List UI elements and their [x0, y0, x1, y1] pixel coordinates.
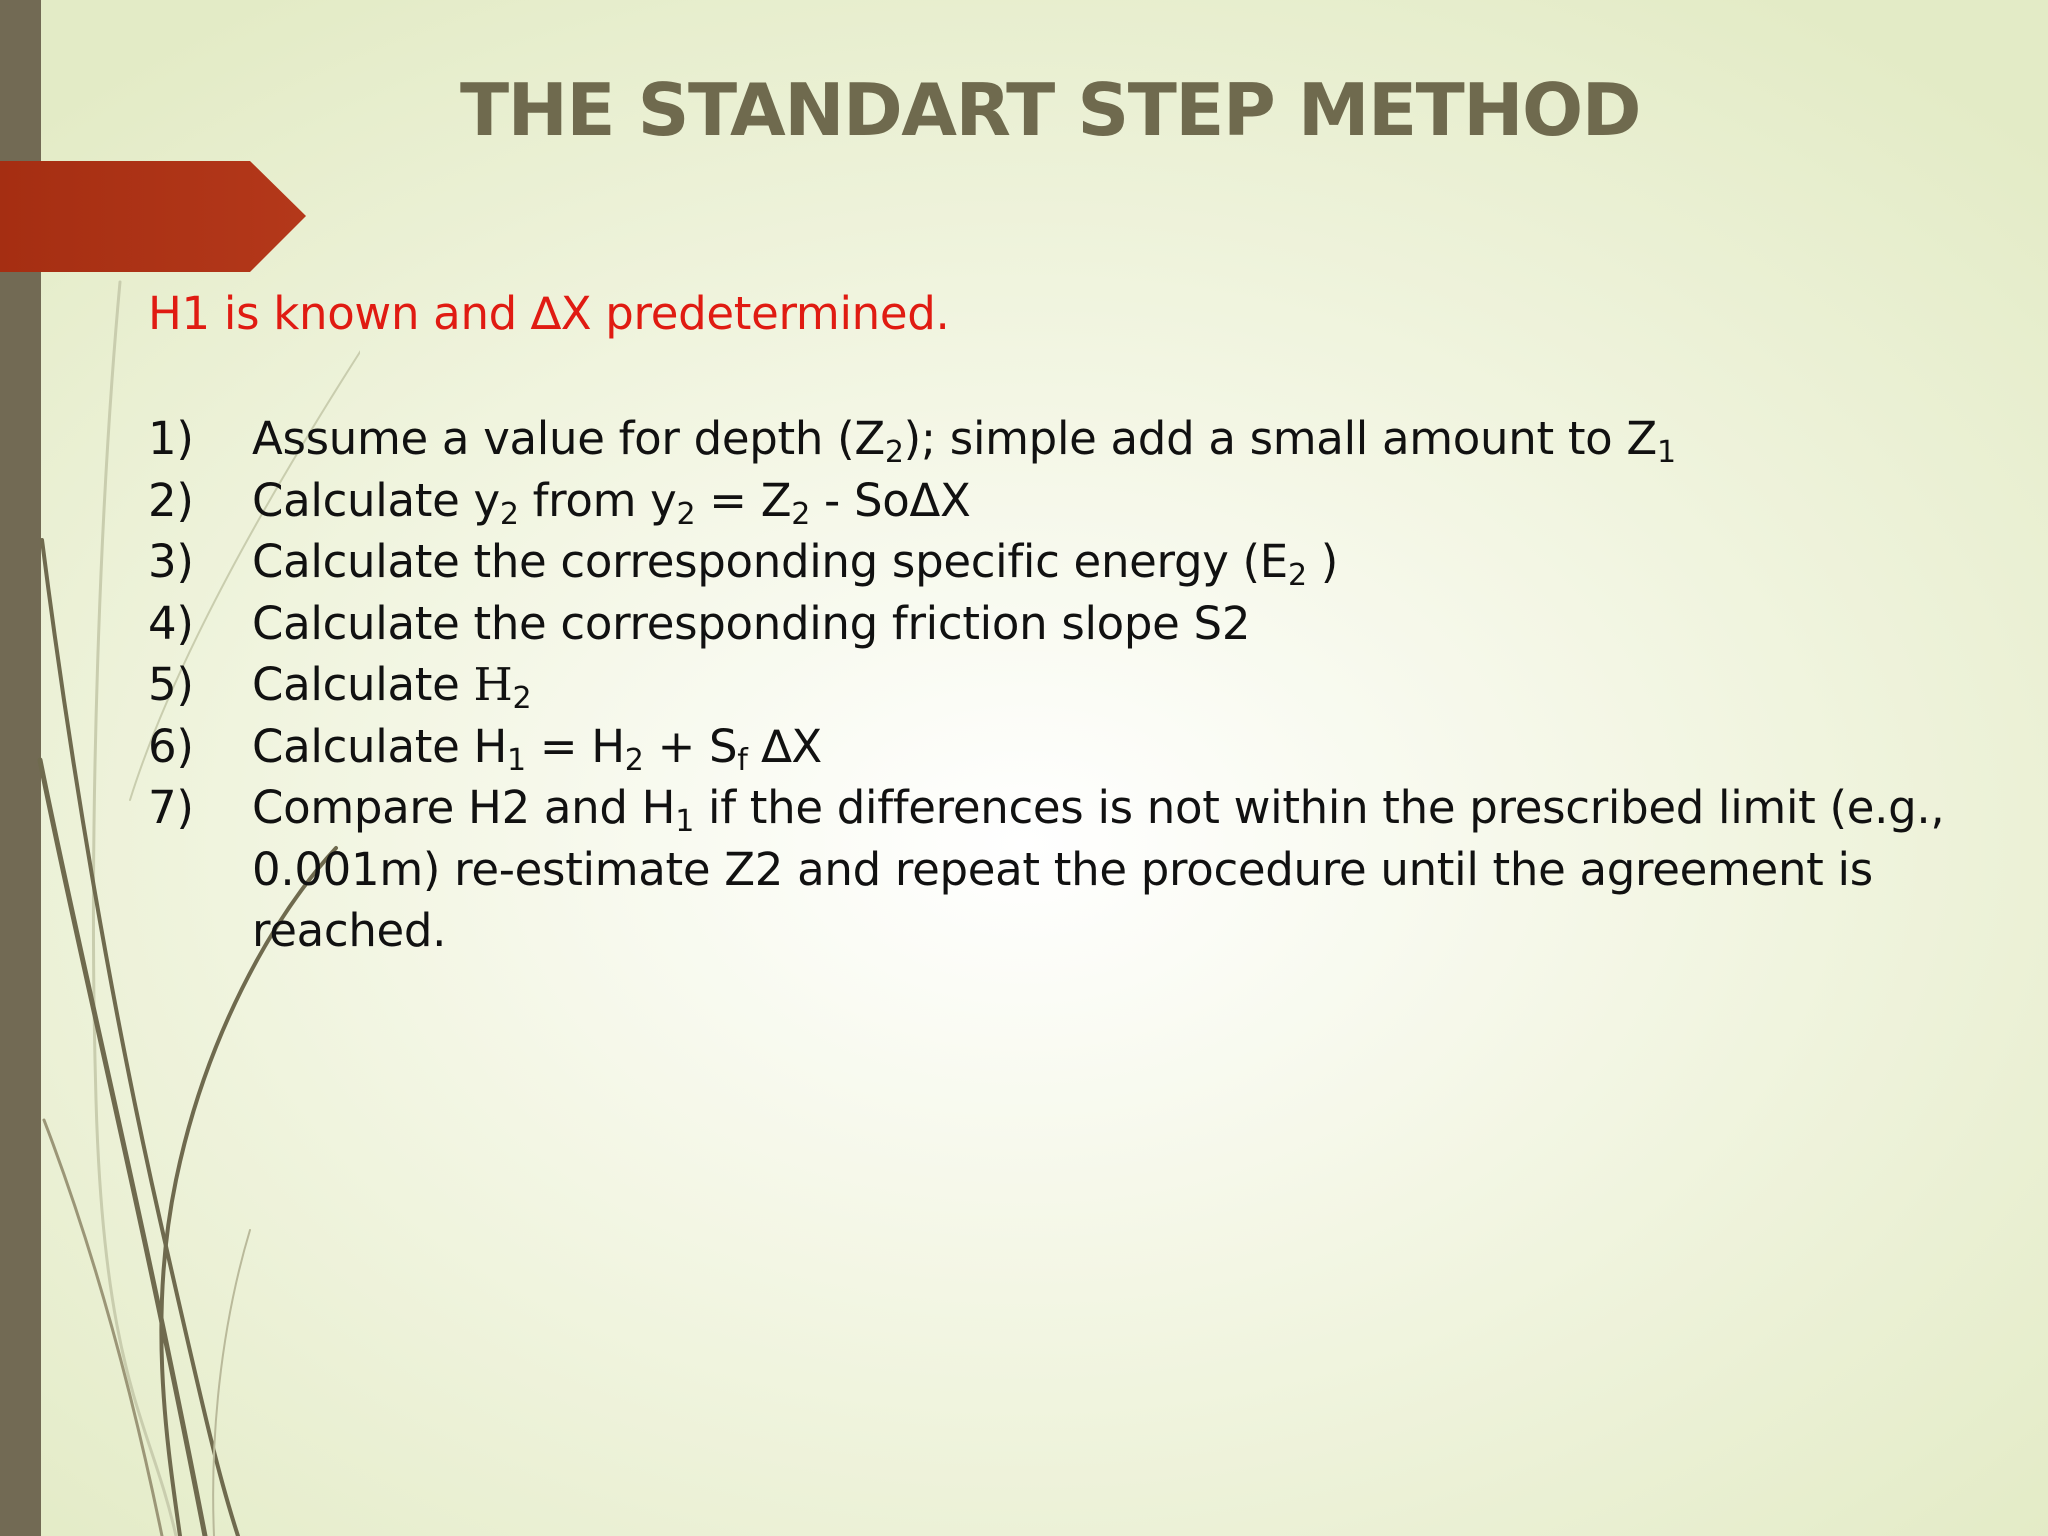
step-number: 3)	[148, 535, 194, 588]
step-text: Calculate the corresponding friction slope S2	[252, 596, 1251, 650]
list-item	[148, 531, 1968, 593]
slide-title: THE STANDART STEP METHOD	[459, 68, 1641, 152]
step-text: Compare H2 and $H_1$ if the differences is not within the prescribed limit (e.g., 0.001m) re-estimate Z2 and repeat the procedure until the agreement is reached.	[252, 781, 1945, 957]
step-text: Calculate $H_1 = H_2 + S_f$ ∆X	[252, 719, 822, 778]
step-text: Assume a value for depth $(Z_2)$; simple add a small amount to $Z_1$	[252, 412, 1676, 470]
list-item	[148, 654, 1968, 716]
step-text: Calculate the corresponding specific energy ($E_2$ )	[252, 535, 1339, 593]
step-number: 4)	[148, 596, 194, 650]
list-item	[148, 716, 1968, 778]
step-text: Calculate $y_2$ from $y_2 = Z_2 - So\Delta X$	[252, 473, 971, 532]
list-item	[148, 593, 1968, 655]
step-text: Calculate $H_2$	[252, 658, 532, 716]
step-number: 2)	[148, 473, 194, 527]
step-number: 6)	[148, 719, 194, 773]
list-item	[148, 408, 1968, 470]
steps-list	[148, 408, 1968, 962]
step-number: 7)	[148, 781, 194, 834]
step-number: 5)	[148, 658, 194, 711]
step-number: 1)	[148, 412, 194, 465]
list-item	[148, 777, 1968, 962]
list-item	[148, 470, 1968, 532]
intro-text: H1 is known and ∆X predetermined.	[148, 287, 950, 340]
